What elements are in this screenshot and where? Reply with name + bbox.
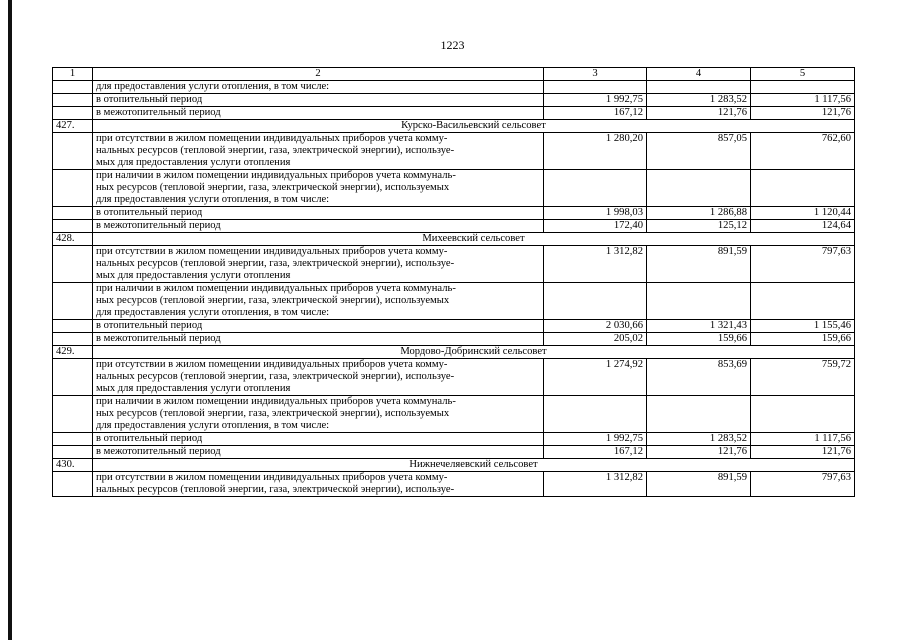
value-col-4: 1 283,52: [647, 94, 751, 107]
value-col-5: 1 120,44: [751, 207, 855, 220]
value-col-3: 167,12: [544, 107, 647, 120]
value-col-3: 1 992,75: [544, 433, 647, 446]
section-title: Михеевский сельсовет: [93, 233, 855, 246]
value-col-3: 167,12: [544, 446, 647, 459]
table-row: [53, 472, 855, 497]
row-number: 427.: [53, 120, 93, 133]
description-line: в межотопительный период: [96, 220, 221, 231]
table-row: [53, 94, 855, 107]
row-number: [53, 433, 93, 446]
value-col-3: [544, 170, 647, 207]
row-description: [93, 320, 544, 333]
row-description: [93, 472, 544, 497]
value-col-3: 1 312,82: [544, 246, 647, 283]
table-row: [53, 320, 855, 333]
value-col-4: [647, 396, 751, 433]
value-col-3: 1 998,03: [544, 207, 647, 220]
value-col-3: 1 312,82: [544, 472, 647, 497]
row-number: [53, 283, 93, 320]
section-row: [53, 233, 855, 246]
row-description: [93, 433, 544, 446]
row-number: [53, 170, 93, 207]
value-col-3: [544, 81, 647, 94]
value-col-4: 1 321,43: [647, 320, 751, 333]
value-col-3: [544, 396, 647, 433]
value-col-4: 121,76: [647, 446, 751, 459]
value-col-3: [544, 283, 647, 320]
description-line: в отопительный период: [96, 94, 203, 105]
row-description: [93, 333, 544, 346]
description-line: при отсутствии в жилом помещении индивидуальных приборов учета комму-: [96, 246, 448, 257]
table-row: [53, 333, 855, 346]
row-description: [93, 446, 544, 459]
value-col-5: 762,60: [751, 133, 855, 170]
row-number: [53, 320, 93, 333]
row-number: [53, 220, 93, 233]
row-description: [93, 246, 544, 283]
description-line: нальных ресурсов (тепловой энергии, газа, электрической энергии), используе-: [96, 145, 455, 156]
description-line: при наличии в жилом помещении индивидуальных приборов учета коммуналь-: [96, 170, 456, 181]
section-row: [53, 120, 855, 133]
row-number: [53, 396, 93, 433]
value-col-5: [751, 81, 855, 94]
row-number: [53, 107, 93, 120]
value-col-5: 159,66: [751, 333, 855, 346]
description-line: ных ресурсов (тепловой энергии, газа, электрической энергии), используемых: [96, 295, 450, 306]
table-row: [53, 207, 855, 220]
description-line: в межотопительный период: [96, 107, 221, 118]
value-col-3: 1 992,75: [544, 94, 647, 107]
table-header-row: [53, 68, 855, 81]
value-col-4: 1 283,52: [647, 433, 751, 446]
row-description: [93, 396, 544, 433]
page-edge-bar: [8, 0, 12, 640]
row-number: [53, 333, 93, 346]
description-line: при отсутствии в жилом помещении индивидуальных приборов учета комму-: [96, 472, 448, 483]
table-row: [53, 220, 855, 233]
header-col-3: 3: [544, 68, 647, 81]
row-description: [93, 220, 544, 233]
row-number: [53, 207, 93, 220]
value-col-4: 1 286,88: [647, 207, 751, 220]
description-line: мых для предоставления услуги отопления: [96, 270, 291, 281]
description-line: при отсутствии в жилом помещении индивидуальных приборов учета комму-: [96, 359, 448, 370]
value-col-5: 121,76: [751, 446, 855, 459]
value-col-4: [647, 283, 751, 320]
description-line: в отопительный период: [96, 320, 203, 331]
row-description: [93, 107, 544, 120]
table-row: [53, 170, 855, 207]
row-description: [93, 133, 544, 170]
description-line: ных ресурсов (тепловой энергии, газа, электрической энергии), используемых: [96, 182, 450, 193]
table-row: [53, 359, 855, 396]
value-col-4: 891,59: [647, 472, 751, 497]
value-col-5: 1 117,56: [751, 94, 855, 107]
value-col-3: 2 030,66: [544, 320, 647, 333]
description-line: в межотопительный период: [96, 446, 221, 457]
row-number: 429.: [53, 346, 93, 359]
value-col-4: 159,66: [647, 333, 751, 346]
row-description: [93, 359, 544, 396]
description-line: при наличии в жилом помещении индивидуальных приборов учета коммуналь-: [96, 396, 456, 407]
value-col-5: [751, 283, 855, 320]
value-col-3: 205,02: [544, 333, 647, 346]
description-line: при отсутствии в жилом помещении индивидуальных приборов учета комму-: [96, 133, 448, 144]
value-col-3: 1 274,92: [544, 359, 647, 396]
description-line: нальных ресурсов (тепловой энергии, газа, электрической энергии), используе-: [96, 258, 455, 269]
description-line: для предоставления услуги отопления, в том числе:: [96, 307, 330, 318]
header-col-4: 4: [647, 68, 751, 81]
value-col-5: [751, 396, 855, 433]
section-row: [53, 346, 855, 359]
value-col-4: 125,12: [647, 220, 751, 233]
description-line: для предоставления услуги отопления, в том числе:: [96, 194, 330, 205]
description-line: нальных ресурсов (тепловой энергии, газа, электрической энергии), используе-: [96, 484, 455, 495]
row-description: [93, 94, 544, 107]
row-number: [53, 246, 93, 283]
value-col-5: 124,64: [751, 220, 855, 233]
value-col-5: 1 155,46: [751, 320, 855, 333]
header-col-5: 5: [751, 68, 855, 81]
table-row: [53, 133, 855, 170]
table-row: [53, 283, 855, 320]
row-description: [93, 283, 544, 320]
value-col-5: 797,63: [751, 246, 855, 283]
row-description: [93, 81, 544, 94]
table-row: [53, 433, 855, 446]
row-number: [53, 472, 93, 497]
table-row: [53, 446, 855, 459]
row-number: [53, 81, 93, 94]
value-col-5: 797,63: [751, 472, 855, 497]
header-col-1: 1: [53, 68, 93, 81]
value-col-4: [647, 81, 751, 94]
row-number: [53, 94, 93, 107]
header-col-2: 2: [93, 68, 544, 81]
table-row: [53, 246, 855, 283]
table-row: [53, 81, 855, 94]
description-line: мых для предоставления услуги отопления: [96, 157, 291, 168]
value-col-5: 121,76: [751, 107, 855, 120]
value-col-4: 121,76: [647, 107, 751, 120]
row-number: [53, 133, 93, 170]
description-line: нальных ресурсов (тепловой энергии, газа, электрической энергии), используе-: [96, 371, 455, 382]
row-description: [93, 170, 544, 207]
table-row: [53, 396, 855, 433]
description-line: в межотопительный период: [96, 333, 221, 344]
description-line: в отопительный период: [96, 207, 203, 218]
section-row: [53, 459, 855, 472]
section-title: Нижнечеляевский сельсовет: [93, 459, 855, 472]
row-number: 430.: [53, 459, 93, 472]
section-title: Курско-Васильевский сельсовет: [93, 120, 855, 133]
value-col-4: 853,69: [647, 359, 751, 396]
page-number: 1223: [440, 38, 465, 52]
value-col-5: 1 117,56: [751, 433, 855, 446]
value-col-5: 759,72: [751, 359, 855, 396]
value-col-4: 857,05: [647, 133, 751, 170]
value-col-3: 172,40: [544, 220, 647, 233]
description-line: для предоставления услуги отопления, в том числе:: [96, 420, 330, 431]
value-col-4: 891,59: [647, 246, 751, 283]
description-line: мых для предоставления услуги отопления: [96, 383, 291, 394]
description-line: для предоставления услуги отопления, в том числе:: [96, 81, 330, 92]
value-col-5: [751, 170, 855, 207]
row-description: [93, 207, 544, 220]
tariff-table: [52, 67, 855, 497]
section-title: Мордово-Добринский сельсовет: [93, 346, 855, 359]
row-number: 428.: [53, 233, 93, 246]
row-number: [53, 359, 93, 396]
value-col-4: [647, 170, 751, 207]
description-line: ных ресурсов (тепловой энергии, газа, электрической энергии), используемых: [96, 408, 450, 419]
description-line: при наличии в жилом помещении индивидуальных приборов учета коммуналь-: [96, 283, 456, 294]
row-number: [53, 446, 93, 459]
value-col-3: 1 280,20: [544, 133, 647, 170]
table-row: [53, 107, 855, 120]
description-line: в отопительный период: [96, 433, 203, 444]
